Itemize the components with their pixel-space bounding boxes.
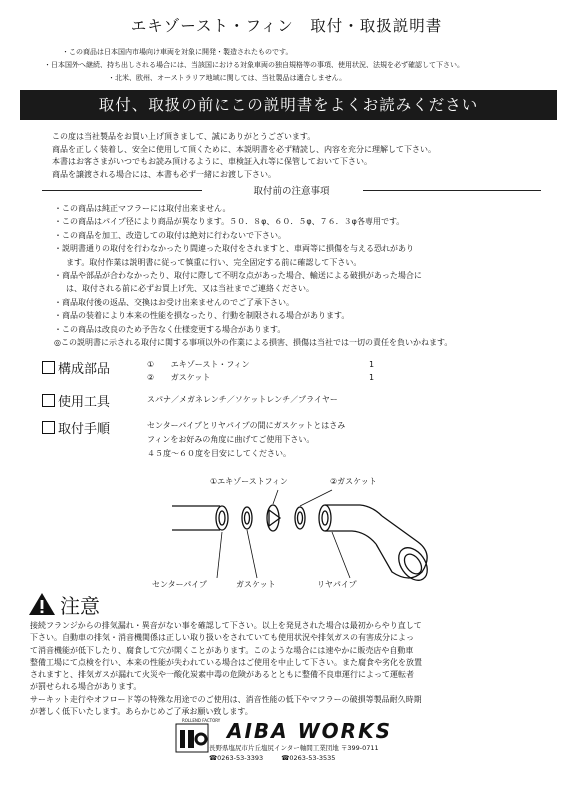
- caution-line: て消音機能が低下したり、腐食して穴が開くことがあります。このような場合には速やかに販売店や自動車: [30, 645, 414, 655]
- procedure-step: センターパイプとリヤパイプの間にガスケットとはさみ: [147, 421, 346, 430]
- label-rear-pipe: リヤパイプ: [317, 580, 357, 589]
- gasket-right-drawing: [295, 507, 305, 529]
- market-note: ・この商品は日本国内市場向け車両を対象に開発・製造されたものです。: [62, 48, 293, 56]
- factory-tag: ROLLEND FACTORY: [182, 718, 221, 723]
- company-address: [209, 743, 379, 763]
- precaution-item: ・商品や部品が合わなかったり、取付に際して不明な点があった場合、輸送による破損があった場合に: [54, 271, 422, 281]
- procedure-steps: [147, 419, 345, 461]
- fin-drawing: [267, 505, 280, 531]
- precaution-item: ・商品取付後の返品、交換はお受け出来ませんのでご了承下さい。: [54, 297, 294, 307]
- fax-number: ☎0263-53-3535: [281, 754, 336, 762]
- company-logo-icon: [172, 722, 212, 754]
- caution-text: [30, 620, 422, 718]
- procedure-step: フィンをお好みの角度に曲げてご使用下さい。: [147, 435, 315, 444]
- tools-list: スパナ／メガネレンチ／ソケットレンチ／プライヤー: [147, 395, 338, 404]
- precaution-item: は、取付される前に必ずお買上げ先、又は当社までご連絡ください。: [66, 284, 314, 294]
- intro-line: 商品を正しく装着し、安全に使用して頂くために、本説明書を必ず精読し、内容を充分に理解して下さい。: [52, 144, 436, 154]
- parts-list: [147, 358, 377, 384]
- postal-code: 〒399-0711: [340, 744, 379, 752]
- center-pipe-drawing: [172, 506, 228, 530]
- part-name: エキゾースト・フィン: [170, 360, 250, 369]
- caution-line: 下さい。自動車の排気・消音機関係は正しい取り扱いをされていても使用状況や排気ガスの有害成分によっ: [30, 633, 414, 643]
- market-note: ・北米、欧州、オーストラリア地域に関しては、当社製品は適合しません。: [108, 74, 347, 82]
- brand-name: AIBA WORKS: [227, 719, 392, 743]
- tools-heading-text: 使用工具: [58, 395, 111, 410]
- part-qty: 1: [369, 373, 375, 382]
- instruction-sheet: [12, 6, 561, 794]
- part-item: [147, 371, 377, 384]
- caution-heading: 注意: [60, 594, 100, 618]
- intro-line: 商品を譲渡される場合には、本書も必ず一緒にお渡し下さい。: [52, 169, 276, 179]
- precautions-heading: [42, 184, 541, 196]
- phone-number: ☎0263-53-3393: [209, 754, 264, 762]
- part-name: ガスケット: [170, 373, 211, 382]
- label-exhaust-fin: ①エキゾーストフィン: [210, 477, 288, 486]
- label-gasket-top: ②ガスケット: [330, 477, 377, 486]
- precaution-item: ます。取付作業は説明書に従って慎重に行い、完全固定する前に確認して下さい。: [66, 257, 362, 267]
- parts-heading: [42, 358, 110, 377]
- rear-pipe-drawing: [319, 505, 433, 586]
- precautions-list: [54, 202, 452, 349]
- part-item: [147, 358, 377, 371]
- caution-line: サーキット走行やオフロード等の特殊な用途でのご使用は、消音性能の低下やマフラーの破損等製品耐久時期: [30, 694, 422, 704]
- caution-line: 接続フランジからの排気漏れ・異音がない事を確認して下さい。以上を発見された場合は最初からやり直して: [30, 621, 422, 630]
- precaution-item: ・商品の装着により本来の性能を損なったり、行動を制限される場合があります。: [54, 311, 350, 321]
- parts-heading-text: 構成部品: [58, 362, 111, 377]
- part-number: ①: [147, 360, 155, 369]
- precaution-item: ◎この説明書に示される取付に関する事項以外の作業による損害、損傷は当社では一切の責任を負いかねます。: [54, 338, 453, 348]
- caution-line: されますと、排気ガスが漏れて火災や一酸化炭素中毒の危険があるとともに整備不良車運行によって運転者: [30, 670, 414, 680]
- page-title: エキゾースト・フィン 取付・取扱説明書: [130, 17, 443, 35]
- intro-line: 本書はお客さまがいつでもお読み頂けるように、車検証入れ等に保管しておいて下さい。: [52, 157, 372, 166]
- label-gasket-bottom: ガスケット: [236, 580, 276, 589]
- precaution-item: ・この商品は改良のため予告なく仕様変更する場合があります。: [54, 324, 286, 334]
- divider: [363, 190, 541, 191]
- caution-line: が著しく低下いたします。あらかじめご了承お願い致します。: [30, 707, 253, 717]
- precaution-item: ・この商品はパイプ径により商品が異なります。５０．８φ、６０．５φ、７６．３φ各専用です。: [54, 217, 405, 227]
- intro-line: この度は当社製品をお買い上げ頂きまして、誠にありがとうございます。: [52, 132, 316, 141]
- checkbox-square-icon: [42, 421, 55, 434]
- caution-line: が罰せられる場合があります。: [30, 682, 142, 692]
- installation-diagram: [152, 476, 462, 595]
- address-text: 長野県塩尻市片丘塩尻インター軸間工業団地: [209, 744, 339, 752]
- part-qty: 1: [369, 360, 375, 369]
- precaution-item: ・説明書通りの取付を行わなかったり間違った取付をされますと、車両等に損傷を与える恐れがあり: [54, 244, 414, 254]
- warning-triangle-icon: [28, 592, 56, 616]
- part-number: ②: [147, 373, 155, 382]
- tools-heading: [42, 391, 110, 410]
- procedure-step: ４５度～６０度を目安にしてください。: [147, 449, 291, 458]
- intro-text: [52, 131, 436, 181]
- precaution-item: ・この商品を加工、改造しての取付は絶対に行わないで下さい。: [54, 230, 286, 240]
- caution-line: 整備工場にて点検を行い、本来の性能が失われている場合はご使用を中止して下さい。また腐食や劣化を放置: [30, 657, 422, 667]
- exploded-view-drawing: [172, 476, 462, 591]
- label-center-pipe: センターパイプ: [152, 580, 208, 589]
- procedure-heading: [42, 418, 110, 437]
- checkbox-square-icon: [42, 394, 55, 407]
- gasket-left-drawing: [242, 507, 252, 529]
- procedure-heading-text: 取付手順: [58, 422, 111, 437]
- market-note: ・日本国外へ継続、持ち出しされる場合には、当該国における対象車両の独自規格等の事項、使用状況、法規を必ず確認して下さい。: [44, 61, 464, 69]
- read-first-banner: 取付、取扱の前にこの説明書をよくお読みください: [20, 90, 557, 120]
- precaution-item: ・この商品は純正マフラーには取付出来ません。: [54, 204, 231, 213]
- leader-lines: [217, 490, 350, 578]
- checkbox-square-icon: [42, 361, 55, 374]
- precautions-heading-text: 取付前の注意事項: [253, 186, 330, 197]
- market-notes: [44, 46, 464, 85]
